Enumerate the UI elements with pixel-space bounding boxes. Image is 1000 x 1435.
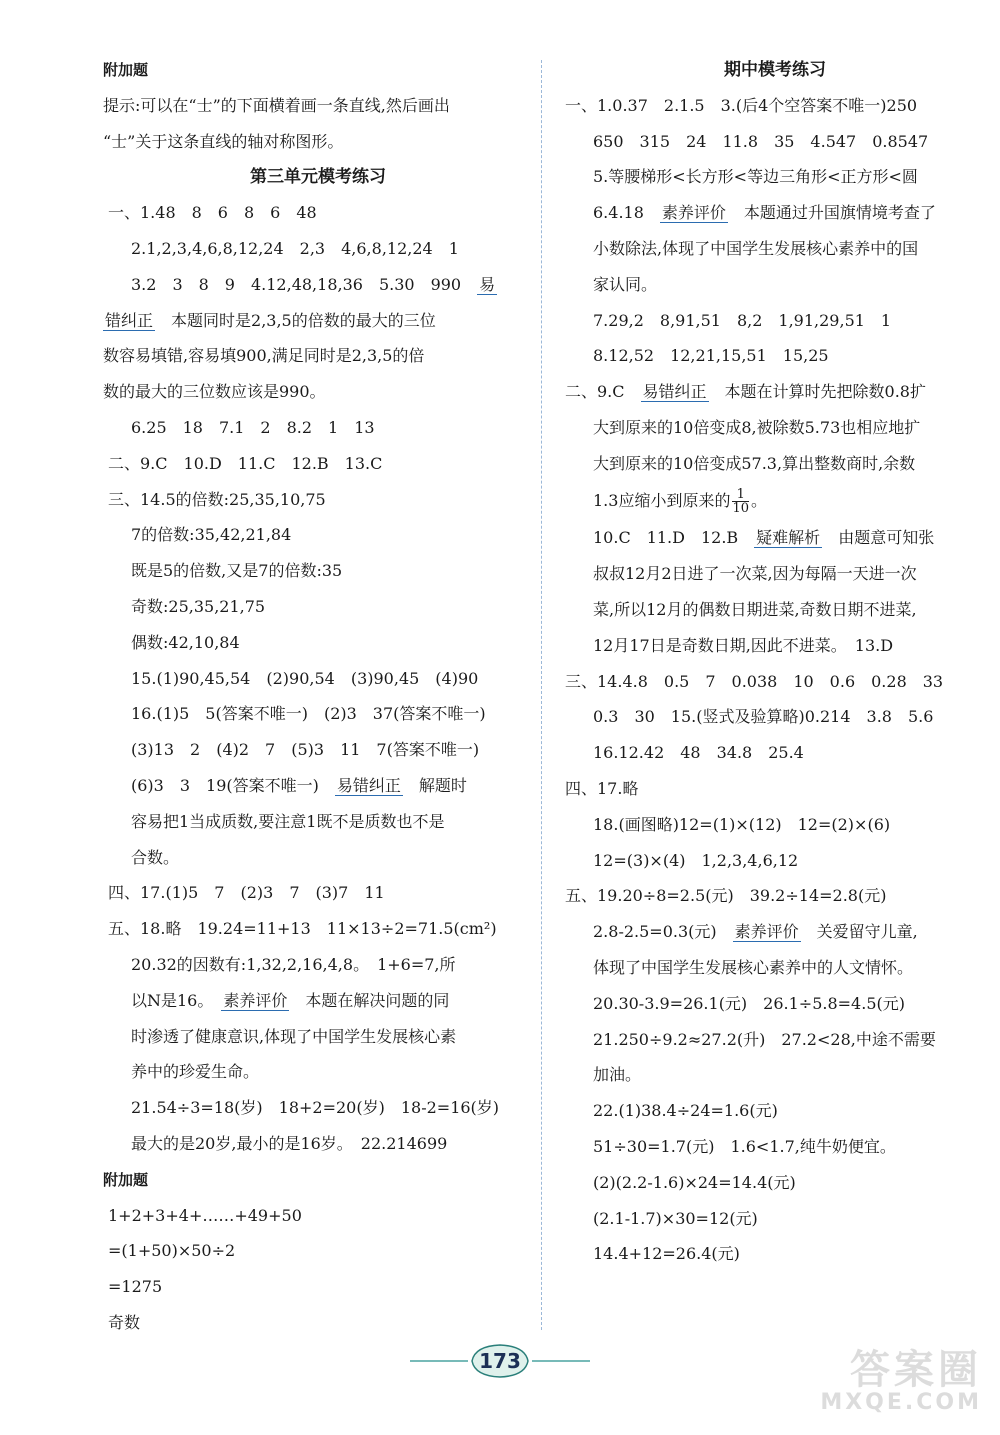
extra-hint-line-1: 提示:可以在“士”的下面横着画一条直线,然后画出 bbox=[103, 95, 450, 115]
answer-line: 大到原来的10倍变成57.3,算出整数商时,余数 bbox=[593, 453, 916, 473]
answer-line: 时渗透了健康意识,体现了中国学生发展核心素 bbox=[131, 1026, 457, 1046]
answer-line: 既是5的倍数,又是7的倍数:35 bbox=[131, 561, 343, 581]
answer-text: 二、9.C bbox=[565, 382, 641, 402]
answer-line: 21.250÷9.2≈27.2(升) 27.2<28,中途不需要 bbox=[593, 1029, 936, 1049]
error-correction-tag: 易错纠正 bbox=[336, 775, 401, 795]
answer-line: 一、1.48 8 6 8 6 48 bbox=[108, 203, 317, 223]
answer-line: 8.12,52 12,21,15,51 15,25 bbox=[593, 346, 829, 366]
literacy-evaluation-tag: 素养评价 bbox=[223, 990, 288, 1010]
answer-line: 16.12.42 48 34.8 25.4 bbox=[593, 743, 804, 763]
answer-line bbox=[565, 380, 985, 404]
fraction-numerator: 1 bbox=[732, 488, 749, 502]
answer-line: 四、17.(1)5 7 (2)3 7 (3)7 11 bbox=[108, 883, 385, 903]
answer-line: 容易把1当成质数,要注意1既不是质数也不是 bbox=[131, 811, 445, 831]
literacy-evaluation-tag: 素养评价 bbox=[734, 922, 799, 942]
answer-line bbox=[103, 989, 533, 1013]
fraction bbox=[732, 488, 749, 515]
difficulty-analysis-tag: 疑难解析 bbox=[756, 528, 821, 548]
literacy-evaluation-tag: 素养评价 bbox=[661, 203, 726, 223]
error-correction-tag: 易 bbox=[479, 274, 496, 294]
answer-line: (3)13 2 (4)2 7 (5)3 11 7(答案不唯一) bbox=[131, 740, 480, 760]
column-divider bbox=[541, 60, 542, 1330]
midterm-section-title: 期中模考练习 bbox=[724, 60, 826, 80]
answer-line bbox=[103, 273, 533, 297]
answer-line: 三、14.5的倍数:25,35,10,75 bbox=[108, 489, 326, 509]
answer-line bbox=[565, 201, 985, 225]
answer-line: 20.30-3.9=26.1(元) 26.1÷5.8=4.5(元) bbox=[593, 993, 905, 1013]
answer-line: 奇数 bbox=[108, 1312, 141, 1332]
right-column bbox=[565, 58, 985, 1278]
watermark-url: MXQE.COM bbox=[820, 1390, 982, 1415]
answer-line: 12=(3)×(4) 1,2,3,4,6,12 bbox=[593, 850, 799, 870]
answer-line: 叔叔12月2日进了一次菜,因为每隔一天进一次 bbox=[593, 564, 917, 584]
answer-line: 0.3 30 15.(竖式及验算略)0.214 3.8 5.6 bbox=[593, 707, 934, 727]
answer-line: (2)(2.2-1.6)×24=14.4(元) bbox=[593, 1172, 796, 1192]
answer-line: 小数除法,体现了中国学生发展核心素养中的国 bbox=[593, 238, 919, 258]
answer-line: =1275 bbox=[108, 1277, 163, 1297]
answer-line bbox=[565, 488, 985, 515]
answer-text: 。 bbox=[751, 490, 768, 510]
answer-line: 偶数:42,10,84 bbox=[131, 632, 240, 652]
answer-line: 二、9.C 10.D 11.C 12.B 13.C bbox=[108, 453, 383, 473]
answer-line: 1+2+3+4+……+49+50 bbox=[108, 1205, 302, 1225]
answer-text: (6)3 3 19(答案不唯一) bbox=[131, 775, 335, 795]
answer-line: 五、18.略 19.24=11+13 11×13÷2=71.5(cm²) bbox=[108, 919, 497, 939]
answer-line: 51÷30=1.7(元) 1.6<1.7,纯牛奶便宜。 bbox=[593, 1136, 896, 1156]
answer-line bbox=[565, 920, 985, 944]
answer-line: 21.54÷3=18(岁) 18+2=20(岁) 18-2=16(岁) bbox=[131, 1098, 500, 1118]
answer-line: 一、1.0.37 2.1.5 3.(后4个空答案不唯一)250 bbox=[565, 95, 918, 115]
answer-line: 15.(1)90,45,54 (2)90,54 (3)90,45 (4)90 bbox=[131, 668, 479, 688]
answer-text: 3.2 3 8 9 4.12,48,18,36 5.30 990 bbox=[131, 274, 462, 294]
answer-line: 养中的珍爱生命。 bbox=[131, 1062, 260, 1082]
answer-line: 6.25 18 7.1 2 8.2 1 13 bbox=[131, 417, 375, 437]
answer-line: 22.(1)38.4÷24=1.6(元) bbox=[593, 1101, 778, 1121]
extra-question-label: 附加题 bbox=[103, 1170, 149, 1189]
answer-line: (2.1-1.7)×30=12(元) bbox=[593, 1208, 758, 1228]
answer-text: 本题在计算时先把除数0.8扩 bbox=[708, 382, 926, 402]
answer-line: 奇数:25,35,21,75 bbox=[131, 596, 266, 616]
answer-line: 体现了中国学生发展核心素养中的人文情怀。 bbox=[593, 957, 914, 977]
answer-line: 数的最大的三位数应该是990。 bbox=[103, 382, 326, 402]
answer-line: 7.29,2 8,91,51 8,2 1,91,29,51 1 bbox=[593, 310, 892, 330]
answer-text: 本题在解决问题的同 bbox=[289, 990, 450, 1010]
answer-text: 1.3应缩小到原来的 bbox=[593, 490, 731, 510]
answer-text: 6.4.18 bbox=[593, 203, 660, 223]
answer-line: 大到原来的10倍变成8,被除数5.73也相应地扩 bbox=[593, 417, 921, 437]
answer-line bbox=[103, 309, 533, 333]
answer-line: 四、17.略 bbox=[565, 778, 639, 798]
answer-line: 家认同。 bbox=[593, 274, 658, 294]
unit3-section-title: 第三单元模考练习 bbox=[250, 167, 386, 188]
watermark-logo bbox=[820, 1349, 982, 1415]
extra-question-label: 附加题 bbox=[103, 61, 149, 79]
fraction-denominator: 10 bbox=[732, 500, 749, 516]
answer-text: 本题同时是2,3,5的倍数的最大的三位 bbox=[155, 310, 436, 330]
answer-line: 最大的是20岁,最小的是16岁。 22.214699 bbox=[131, 1133, 448, 1153]
answer-line: 2.1,2,3,4,6,8,12,24 2,3 4,6,8,12,24 1 bbox=[131, 238, 459, 258]
answer-line: 650 315 24 11.8 35 4.547 0.8547 bbox=[593, 131, 929, 151]
answer-line: 数容易填错,容易填900,满足同时是2,3,5的倍 bbox=[103, 346, 425, 366]
answer-text: 本题通过升国旗情境考查了 bbox=[727, 203, 936, 223]
answer-text: 10.C 11.D 12.B bbox=[593, 528, 755, 548]
answer-line: 12月17日是奇数日期,因此不进菜。 13.D bbox=[593, 635, 894, 655]
answer-line: 加油。 bbox=[593, 1065, 642, 1085]
page-number: 173 bbox=[479, 1349, 521, 1373]
answer-text: 由题意可知张 bbox=[822, 528, 935, 548]
answer-line: 5.等腰梯形<长方形<等边三角形<正方形<圆 bbox=[593, 167, 918, 187]
error-correction-tag: 易错纠正 bbox=[642, 382, 707, 402]
answer-text: 2.8-2.5=0.3(元) bbox=[593, 922, 733, 942]
answer-line: 菜,所以12月的偶数日期进菜,奇数日期不进菜, bbox=[593, 599, 917, 619]
answer-line: 五、19.20÷8=2.5(元) 39.2÷14=2.8(元) bbox=[565, 886, 887, 906]
answer-line: 7的倍数:35,42,21,84 bbox=[131, 525, 292, 545]
answer-line: 三、14.4.8 0.5 7 0.038 10 0.6 0.28 33 bbox=[565, 671, 944, 691]
left-column bbox=[103, 58, 533, 1347]
answer-text: 解题时 bbox=[402, 775, 467, 795]
answer-line bbox=[565, 526, 985, 550]
watermark-title: 答案圈 bbox=[850, 1347, 982, 1393]
answer-line: 14.4+12=26.4(元) bbox=[593, 1244, 740, 1264]
extra-hint-line-2: “士”关于这条直线的轴对称图形。 bbox=[103, 131, 344, 151]
answer-line: 20.32的因数有:1,32,2,16,4,8。 1+6=7,所 bbox=[131, 954, 456, 974]
answer-line: 16.(1)5 5(答案不唯一) (2)3 37(答案不唯一) bbox=[131, 704, 486, 724]
answer-line: 合数。 bbox=[131, 847, 180, 867]
error-correction-tag: 错纠正 bbox=[105, 310, 154, 330]
answer-line: =(1+50)×50÷2 bbox=[108, 1241, 236, 1261]
answer-line bbox=[103, 774, 533, 798]
answer-line: 18.(画图略)12=(1)×(12) 12=(2)×(6) bbox=[593, 814, 891, 834]
answer-text: 关爱留守儿童, bbox=[800, 922, 918, 942]
answer-text: 以N是16。 bbox=[131, 990, 222, 1010]
